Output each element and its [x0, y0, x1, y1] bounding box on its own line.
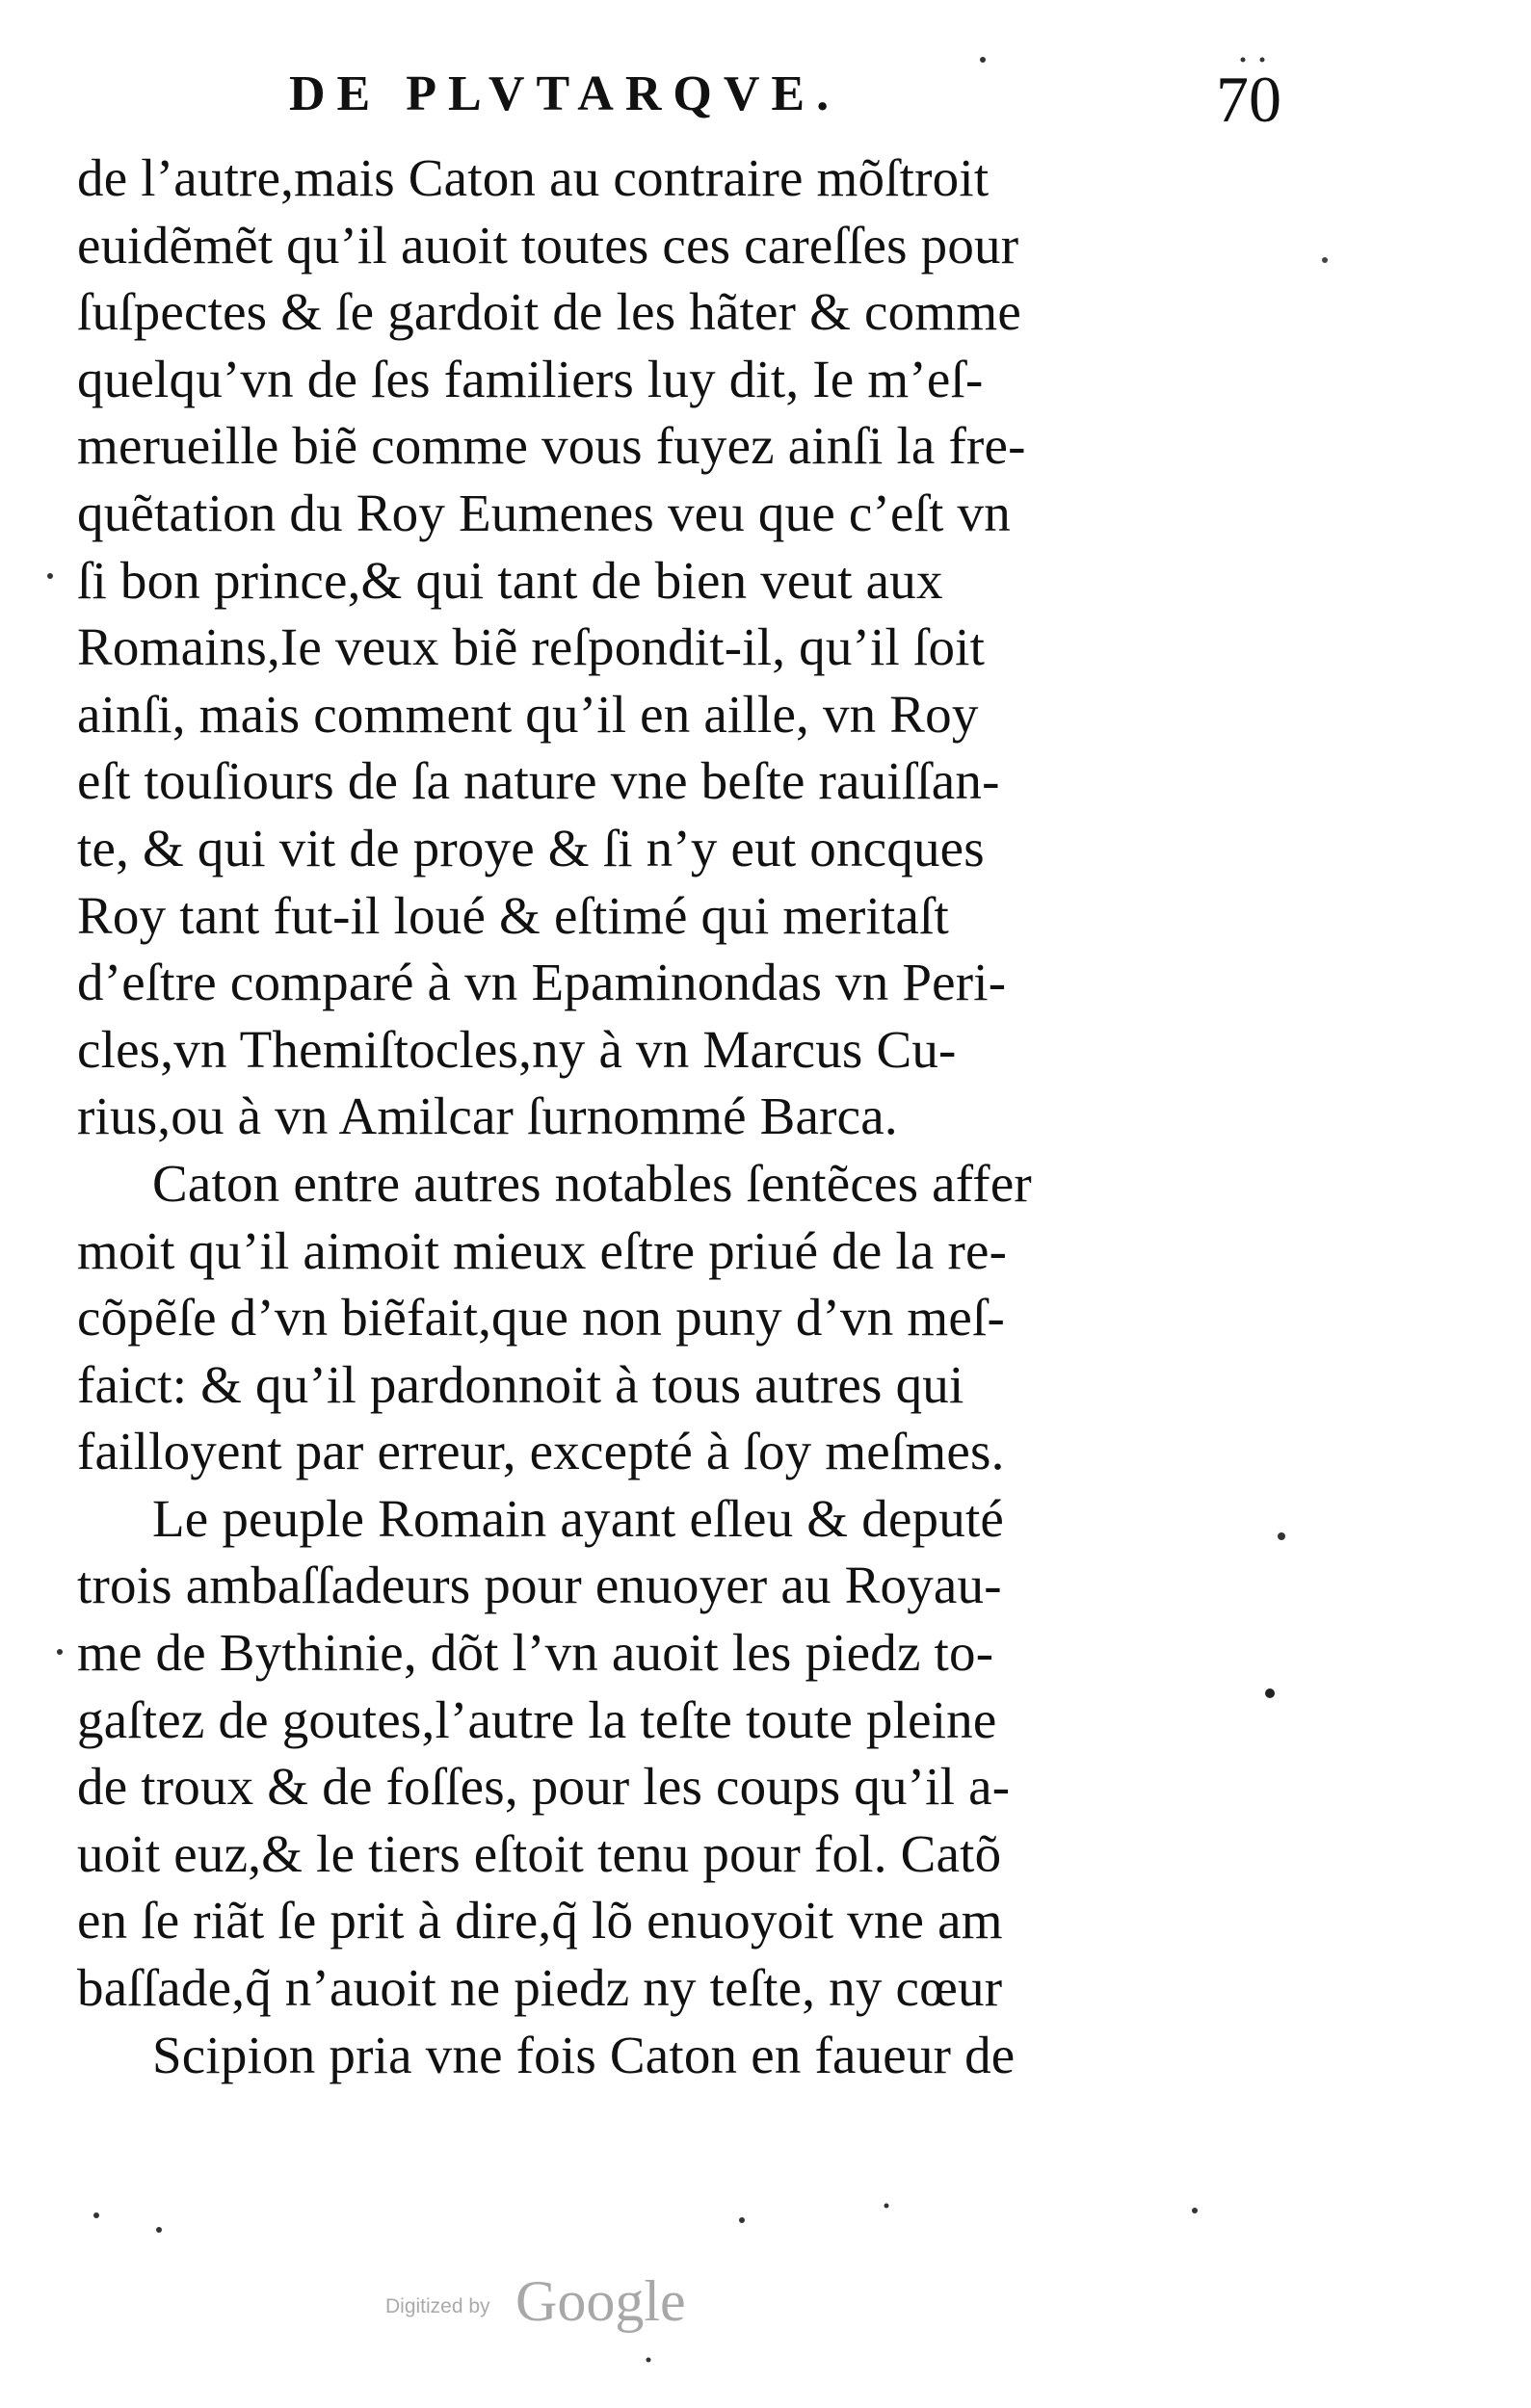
- text-line: de troux & de foſſes, pour les coups qu’il a-: [77, 1757, 1011, 1817]
- text-line: ainſi, mais comment qu’il en aille, vn Roy: [77, 684, 979, 744]
- text-line: quelqu’vn de ſes familiers luy dit, Ie m’eſ-: [77, 349, 984, 408]
- text-line: baſſade,q̃ n’auoit ne piedz ny teſte, ny cœur: [77, 1958, 1003, 2018]
- text-line: te, & qui vit de proye & ſi n’y eut oncques: [77, 818, 985, 877]
- text-line: en ſe riãt ſe prit à dire,q̃ lõ enuoyoit vne am: [77, 1891, 1003, 1950]
- text-line: de l’autre,mais Caton au contraire mõſtroit: [77, 148, 990, 207]
- text-line: failloyent par erreur, excepté à ſoy meſmes.: [77, 1422, 1005, 1481]
- text-line: euidẽmẽt qu’il auoit toutes ces careſſes pour: [77, 215, 1019, 275]
- text-line: Roy tant fut-il loué & eſtimé qui meritaſt: [77, 885, 950, 945]
- text-line: moit qu’il aimoit mieux eſtre priué de la re-: [77, 1220, 1008, 1280]
- digitization-watermark: [385, 2268, 867, 2336]
- page-number: 70: [1216, 63, 1281, 136]
- text-line: cõpẽſe d’vn biẽfait,que non puny d’vn meſ-: [77, 1288, 1005, 1348]
- running-title: DE PLVTARQVE.: [289, 66, 841, 121]
- text-line: me de Bythinie, dõt l’vn auoit les piedz to-: [77, 1623, 994, 1683]
- text-line: cles,vn Themiſtocles,ny à vn Marcus Cu-: [77, 1019, 957, 1079]
- paragraph-start-line: Caton entre autres notables ſentẽces affer: [152, 1153, 1032, 1213]
- text-line: ſuſpectes & ſe gardoit de les hãter & comme: [77, 282, 1021, 342]
- text-line: Romains,Ie veux biẽ reſpondit-il, qu’il ſoit: [77, 617, 986, 677]
- google-wordmark: Google: [515, 2269, 686, 2333]
- text-line: uoit euz,& le tiers eſtoit tenu pour fol. Catõ: [77, 1823, 1002, 1883]
- text-line: rius,ou à vn Amilcar ſurnommé Barca.: [77, 1086, 898, 1146]
- paragraph-start-line: Scipion pria vne fois Caton en faueur de: [152, 2025, 1016, 2084]
- text-line: eſt touſiours de ſa nature vne beſte rauiſſan-: [77, 751, 1000, 811]
- text-line: ſi bon prince,& qui tant de bien veut aux: [77, 550, 943, 610]
- digitized-by-label: Digitized by: [385, 2295, 490, 2317]
- text-line: quẽtation du Roy Eumenes veu que c’eſt vn: [77, 483, 1011, 542]
- text-line: merueille biẽ comme vous fuyez ainſi la fre-: [77, 416, 1026, 476]
- text-line: trois ambaſſadeurs pour enuoyer au Royau-: [77, 1556, 1002, 1615]
- text-line: gaſtez de goutes,l’autre la teſte toute pleine: [77, 1689, 997, 1749]
- text-line: faict: & qu’il pardonnoit à tous autres qui: [77, 1354, 964, 1414]
- text-line: d’eſtre comparé à vn Epaminondas vn Peri-: [77, 953, 1007, 1012]
- page-header: [289, 65, 1281, 143]
- body-text: [77, 144, 1281, 2088]
- paragraph-start-line: Le peuple Romain ayant eſleu & deputé: [152, 1488, 1005, 1548]
